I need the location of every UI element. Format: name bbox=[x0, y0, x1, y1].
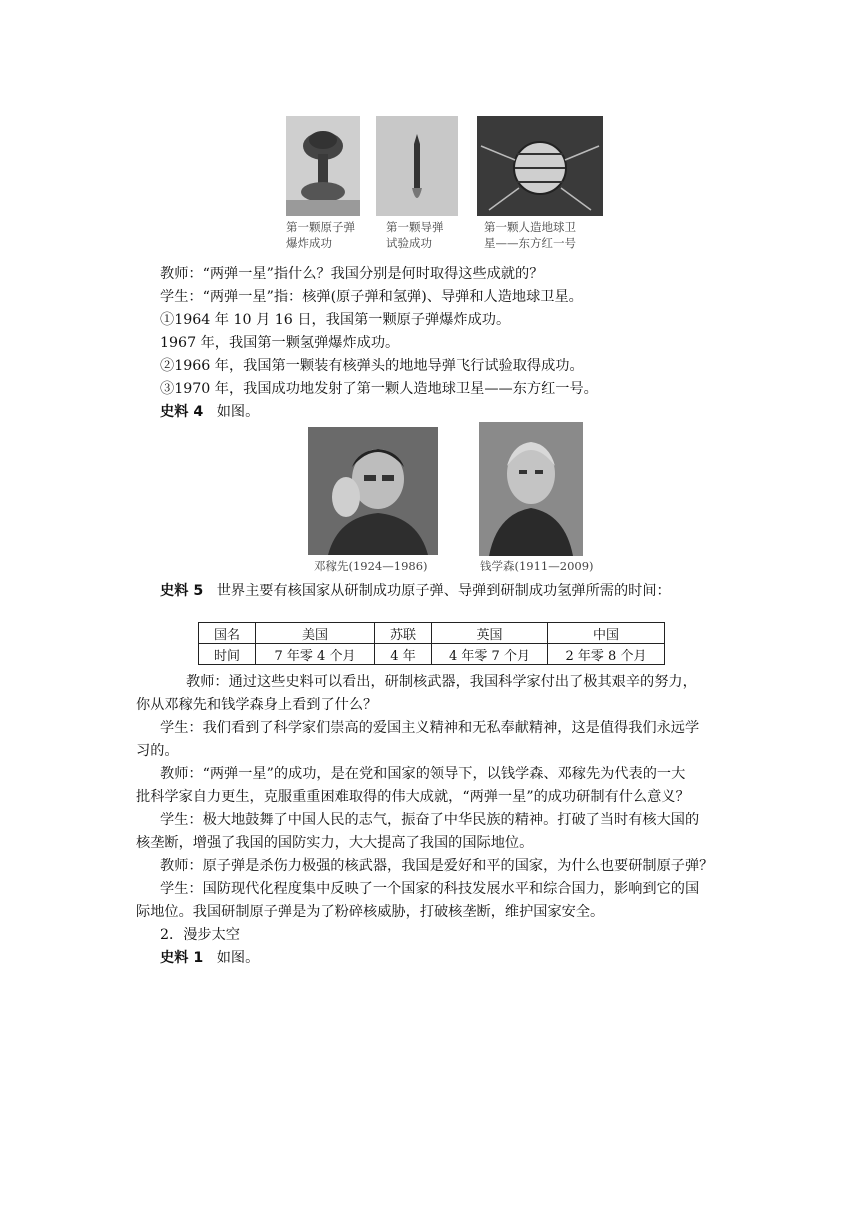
table-cell: 时间 bbox=[199, 644, 256, 665]
source-4-label: 史料 4 bbox=[160, 404, 204, 420]
source-1-text: 如图。 bbox=[216, 950, 260, 966]
table-header-row bbox=[199, 623, 665, 644]
paragraph-line: 核垄断，增强了我国的国防实力，大大提高了我国的国际地位。 bbox=[136, 835, 534, 851]
paragraph-line: 教师：原子弹是杀伤力极强的核武器，我国是爱好和平的国家，为什么也要研制原子弹？ bbox=[160, 858, 714, 874]
table-cell: 7 年零 4 个月 bbox=[256, 644, 375, 665]
table-cell: 4 年零 7 个月 bbox=[432, 644, 548, 665]
satellite-caption-2: 星——东方红一号 bbox=[484, 236, 576, 250]
paragraph-line: 学生：极大地鼓舞了中国人民的志气，振奋了中华民族的精神。打破了当时有核大国的 bbox=[160, 812, 700, 828]
text-line: ②1966 年，我国第一颗装有核弹头的地地导弹飞行试验取得成功。 bbox=[160, 358, 584, 374]
text-line: 1967 年，我国第一颗氢弹爆炸成功。 bbox=[160, 335, 400, 351]
table-row bbox=[199, 644, 665, 665]
source-5-label: 史料 5 bbox=[160, 583, 204, 599]
source-1-line bbox=[160, 947, 259, 969]
deng-caption: 邓稼先(1924—1986) bbox=[314, 559, 428, 573]
missile-photo bbox=[376, 116, 458, 216]
missile-caption-1: 第一颗导弹 bbox=[386, 220, 444, 234]
table-cell: 4 年 bbox=[375, 644, 432, 665]
deng-jiaxian-portrait bbox=[308, 427, 438, 555]
atomic-bomb-photo bbox=[286, 116, 360, 216]
bomb-caption-2: 爆炸成功 bbox=[286, 236, 332, 250]
missile-caption-2: 试验成功 bbox=[386, 236, 432, 250]
paragraph-line: 学生：我们看到了科学家们崇高的爱国主义精神和无私奉献精神，这是值得我们永远学 bbox=[160, 720, 700, 736]
text-line: 教师：“两弹一星”指什么？我国分别是何时取得这些成就的？ bbox=[160, 266, 544, 282]
section-heading: 2．漫步太空 bbox=[160, 927, 240, 943]
text-line: ③1970 年，我国成功地发射了第一颗人造地球卫星——东方红一号。 bbox=[160, 381, 598, 397]
paragraph-line: 际地位。我国研制原子弹是为了粉碎核威胁，打破核垄断，维护国家安全。 bbox=[136, 904, 605, 920]
source-4-line bbox=[160, 401, 259, 423]
paragraph-line: 教师：通过这些史料可以看出，研制核武器，我国科学家付出了极其艰辛的努力， bbox=[186, 674, 697, 690]
satellite-photo bbox=[477, 116, 603, 216]
paragraph-line: 教师：“两弹一星”的成功，是在党和国家的领导下，以钱学森、邓稼先为代表的一大 bbox=[160, 766, 686, 782]
table-cell: 2 年零 8 个月 bbox=[548, 644, 665, 665]
source-5-line bbox=[160, 580, 671, 602]
text-line: ①1964 年 10 月 16 日，我国第一颗原子弹爆炸成功。 bbox=[160, 312, 511, 328]
paragraph-line: 你从邓稼先和钱学森身上看到了什么？ bbox=[136, 697, 378, 713]
paragraph-line: 批科学家自力更生，克服重重困难取得的伟大成就，“两弹一星”的成功研制有什么意义？ bbox=[136, 789, 690, 805]
table-cell: 美国 bbox=[256, 623, 375, 644]
source-1-label: 史料 1 bbox=[160, 950, 204, 966]
source-5-text: 世界主要有核国家从研制成功原子弹、导弹到研制成功氢弹所需的时间： bbox=[216, 583, 671, 599]
text-line: 学生：“两弹一星”指：核弹(原子弹和氢弹)、导弹和人造地球卫星。 bbox=[160, 289, 583, 305]
paragraph-line: 习的。 bbox=[136, 743, 179, 759]
qian-xuesen-portrait bbox=[479, 422, 583, 556]
table-cell: 国名 bbox=[199, 623, 256, 644]
source-4-text: 如图。 bbox=[216, 404, 260, 420]
table-cell: 苏联 bbox=[375, 623, 432, 644]
table-cell: 中国 bbox=[548, 623, 665, 644]
table-cell: 英国 bbox=[432, 623, 548, 644]
nuclear-time-table bbox=[198, 622, 665, 665]
satellite-caption-1: 第一颗人造地球卫 bbox=[484, 220, 576, 234]
bomb-caption-1: 第一颗原子弹 bbox=[286, 220, 355, 234]
paragraph-line: 学生：国防现代化程度集中反映了一个国家的科技发展水平和综合国力，影响到它的国 bbox=[160, 881, 700, 897]
qian-caption: 钱学森(1911—2009) bbox=[480, 559, 594, 573]
